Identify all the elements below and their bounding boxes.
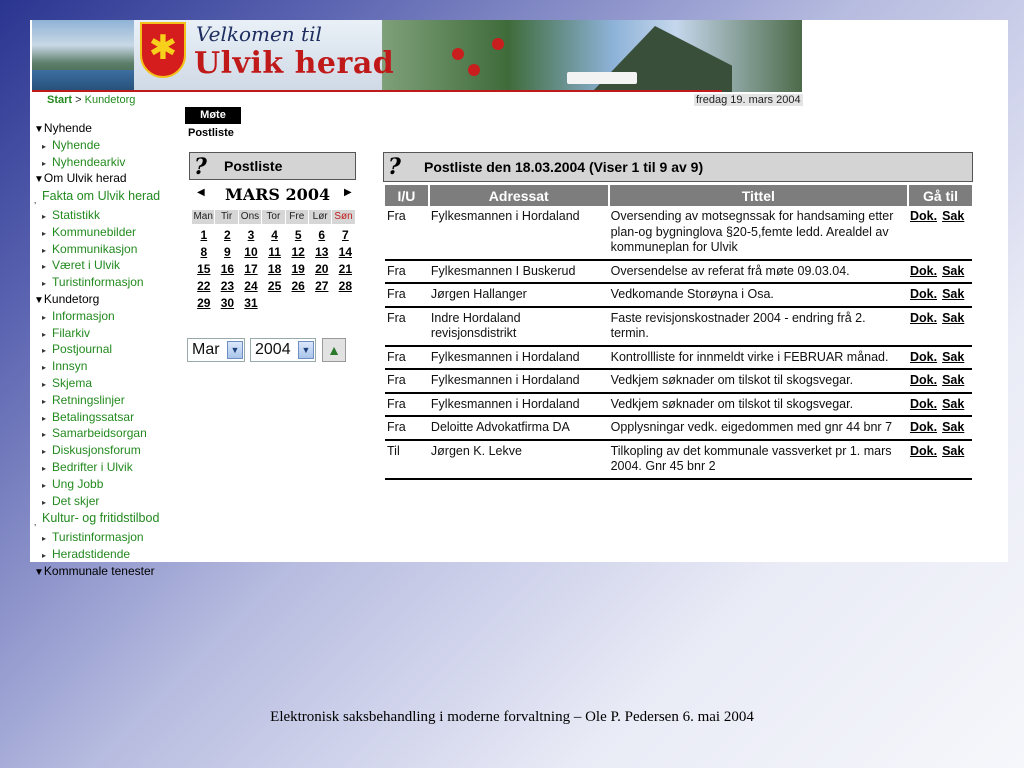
cell-ga-til: [908, 206, 972, 260]
calendar-header: [189, 152, 356, 180]
table-row: [385, 206, 972, 260]
cell-tittel: Kontrollliste for innmeldt virke i FEBRUAR månad.: [609, 346, 908, 370]
tab-mote[interactable]: Møte: [185, 107, 241, 124]
bullet-arrow-icon: ▸: [42, 447, 47, 457]
day-name: Tor: [262, 210, 284, 224]
sak-link[interactable]: Sak: [942, 373, 965, 387]
bullet-arrow-icon: ▸: [42, 211, 47, 221]
nav-section-om[interactable]: ▼Om Ulvik herad: [34, 171, 127, 186]
nav-item[interactable]: ▸ Kommunebilder: [42, 224, 137, 239]
nav-group-fakta[interactable]: ‚ Fakta om Ulvik herad: [34, 189, 161, 207]
calendar-day-link[interactable]: 23: [220, 279, 235, 293]
bullet-arrow-icon: ▸: [42, 262, 47, 272]
nav-item[interactable]: ▸ Diskusjonsforum: [42, 443, 141, 458]
nav-section-nyhende[interactable]: ▼Nyhende: [34, 121, 92, 135]
bullet-arrow-icon: ▸: [42, 279, 47, 289]
calendar-day-link[interactable]: 28: [338, 279, 353, 293]
dok-link[interactable]: Dok.: [909, 349, 938, 364]
cell-tittel: Faste revisjonskostnader 2004 - endring frå 2. termin.: [609, 307, 908, 346]
dok-link[interactable]: Dok.: [909, 310, 938, 325]
bullet-arrow-icon: ▸: [42, 463, 47, 473]
bullet-arrow-icon: ▸: [42, 158, 47, 168]
cell-tittel: Vedkjem søknader om tilskot til skogsvegar.: [609, 369, 908, 393]
calendar-day-link[interactable]: 21: [338, 262, 353, 276]
calendar-day-link[interactable]: 31: [244, 296, 258, 310]
bullet-arrow-icon: ▸: [42, 550, 47, 560]
nav-item[interactable]: ▸ Kommunikasjon: [42, 241, 138, 256]
bullet-arrow-icon: ▸: [42, 379, 47, 389]
table-row: [385, 416, 972, 440]
nav-item[interactable]: ▸ Filarkiv: [42, 325, 91, 340]
bullet-arrow-icon: ▸: [42, 534, 47, 544]
nav-item[interactable]: ▸ Været i Ulvik: [42, 258, 121, 273]
calendar-day-link[interactable]: 6: [318, 228, 326, 242]
bullet-arrow-icon: ▸: [42, 329, 47, 339]
next-month-arrow-icon[interactable]: ▶: [344, 187, 352, 198]
table-row: [385, 283, 972, 307]
nav-item[interactable]: ▸ Turistinformasjon: [42, 530, 144, 545]
sak-link[interactable]: Sak: [942, 209, 965, 223]
nav-item[interactable]: ▸ Bedrifter i Ulvik: [42, 459, 133, 474]
column-header-ga-til: Gå til: [908, 185, 972, 206]
cell-io: Fra: [385, 369, 429, 393]
banner-landscape-image: [32, 20, 134, 92]
sak-link[interactable]: Sak: [942, 420, 965, 434]
cell-io: Fra: [385, 206, 429, 260]
nav-item[interactable]: ▸ Nyhendearkiv: [42, 154, 126, 169]
calendar-day-link[interactable]: 29: [197, 296, 211, 310]
dok-link[interactable]: Dok.: [909, 443, 938, 458]
bullet-arrow-icon: ▸: [42, 413, 47, 423]
bullet-arrow-icon: ▸: [42, 480, 47, 490]
cell-ga-til: [908, 307, 972, 346]
calendar-day-link[interactable]: 13: [315, 245, 329, 259]
calendar-day-link[interactable]: 26: [291, 279, 305, 293]
dok-link[interactable]: Dok.: [909, 263, 938, 278]
cell-tittel: Vedkjem søknader om tilskot til skogsvegar.: [609, 393, 908, 417]
dok-link[interactable]: Dok.: [909, 420, 938, 434]
cell-tittel: Oversendelse av referat frå møte 09.03.04.: [609, 260, 908, 284]
cell-ga-til: [908, 346, 972, 370]
cell-adressat: Jørgen K. Lekve: [429, 440, 609, 479]
banner-title: Ulvik herad: [194, 46, 395, 81]
sak-link[interactable]: Sak: [942, 263, 965, 278]
nav-item[interactable]: ▸ Skjema: [42, 375, 93, 390]
calendar-month-nav: [189, 185, 357, 205]
cell-ga-til: [908, 416, 972, 440]
column-header-tittel: Tittel: [609, 185, 908, 206]
expand-triangle-icon: ▼: [34, 294, 44, 306]
slide-footer: Elektronisk saksbehandling i moderne forvaltning – Ole P. Pedersen 6. mai 2004: [270, 709, 754, 725]
calendar-day-link[interactable]: 25: [267, 279, 282, 293]
day-name: Tir: [215, 210, 237, 224]
bullet-arrow-icon: ▸: [42, 228, 47, 238]
day-name: Man: [193, 211, 213, 222]
breadcrumb-start-link[interactable]: Start: [47, 94, 73, 106]
sak-link[interactable]: Sak: [942, 396, 965, 411]
calendar-day-link[interactable]: 30: [220, 296, 235, 310]
column-header-io: I/U: [385, 185, 429, 206]
cell-ga-til: [908, 440, 972, 479]
calendar-day-link[interactable]: 22: [197, 279, 211, 293]
table-row: [385, 260, 972, 284]
dok-link[interactable]: Dok.: [909, 287, 938, 301]
cell-adressat: Fylkesmannen i Hordaland: [429, 393, 609, 417]
calendar-day-link[interactable]: 4: [271, 228, 278, 242]
nav-item[interactable]: ▸ Postjournal: [42, 342, 113, 357]
calendar-day-link[interactable]: 2: [224, 228, 231, 242]
column-header-adressat: Adressat: [429, 185, 609, 206]
bullet-arrow-icon: ▸: [42, 312, 47, 322]
cell-ga-til: [908, 369, 972, 393]
go-arrow-icon: ▲: [327, 342, 341, 358]
calendar-day-link[interactable]: 12: [291, 245, 305, 259]
cell-adressat: Deloitte Advokatfirma DA: [429, 416, 609, 440]
postliste-title: Postliste den 18.03.2004 (Viser 1 til 9 av 9): [424, 159, 704, 175]
help-icon: ?: [388, 154, 401, 180]
previous-month-arrow-icon[interactable]: ◀: [197, 187, 205, 198]
nav-item[interactable]: ▸ Innsyn: [42, 359, 88, 374]
nav-item[interactable]: ▸ Informasjon: [42, 308, 115, 323]
bullet-arrow-icon: ▸: [42, 396, 47, 406]
nav-item[interactable]: ▸ Turistinformasjon: [42, 275, 144, 290]
calendar-day-link[interactable]: 11: [268, 245, 281, 259]
postliste-header: [383, 152, 973, 182]
sak-link[interactable]: Sak: [942, 443, 965, 458]
dok-link[interactable]: Dok.: [909, 209, 938, 223]
expand-triangle-icon: ▼: [34, 566, 44, 578]
cell-ga-til: [908, 260, 972, 284]
bullet-arrow-icon: ▸: [42, 363, 47, 373]
table-row: [385, 346, 972, 370]
day-name: Fre: [286, 210, 308, 224]
calendar-day-link[interactable]: 20: [315, 262, 329, 276]
cell-adressat: Jørgen Hallanger: [429, 283, 609, 307]
cell-tittel: Vedkomande Storøyna i Osa.: [609, 283, 908, 307]
calendar-day-link[interactable]: 16: [220, 262, 235, 276]
cell-adressat: Fylkesmannen I Buskerud: [429, 260, 609, 284]
nav-section-kundetorg[interactable]: ▼Kundetorg: [34, 291, 100, 306]
expand-triangle-icon: ▼: [34, 124, 44, 135]
site-banner: [32, 20, 802, 92]
table-row: [385, 393, 972, 417]
left-navigation: [34, 121, 184, 581]
bullet-arrow-icon: ▸: [42, 245, 47, 255]
nav-item[interactable]: ▸ Statistikk: [42, 207, 101, 222]
calendar-day-link[interactable]: 9: [224, 245, 231, 259]
cell-io: Fra: [385, 307, 429, 346]
table-row: [385, 369, 972, 393]
current-date: fredag 19. mars 2004: [696, 94, 801, 106]
year-select[interactable]: 2004 ▼: [250, 338, 316, 362]
cell-ga-til: [908, 393, 972, 417]
nav-item[interactable]: ▸ Retningslinjer: [42, 392, 125, 407]
municipal-crest-logo: ✱: [140, 22, 186, 78]
sak-link[interactable]: Sak: [942, 310, 965, 325]
calendar-day-link[interactable]: 27: [315, 279, 329, 293]
bullet-arrow-icon: ▸: [42, 497, 47, 507]
sak-link[interactable]: Sak: [942, 287, 965, 301]
cell-tittel: Opplysningar vedk. eigedommen med gnr 44 bnr 7: [609, 416, 908, 440]
calendar-day-link[interactable]: 7: [342, 228, 349, 242]
cell-adressat: Indre Hordaland revisjonsdistrikt: [429, 307, 609, 346]
calendar-day-link[interactable]: 10: [244, 245, 258, 259]
nav-item[interactable]: ▸ Nyhende: [42, 137, 101, 152]
cell-ga-til: [908, 283, 972, 307]
day-name: Lør: [309, 210, 331, 224]
table-row: [385, 307, 972, 346]
calendar-day-link[interactable]: 17: [244, 262, 258, 276]
month-select[interactable]: Mar ▼: [187, 338, 245, 362]
nav-group-kultur[interactable]: ‚ Kultur- og fritidstilbod: [34, 511, 160, 529]
chevron-down-icon: ▼: [298, 341, 314, 359]
bullet-arrow-icon: ▸: [42, 430, 47, 440]
dok-link[interactable]: Dok.: [909, 396, 938, 411]
calendar-title: Postliste: [224, 158, 283, 174]
calendar-day-link[interactable]: 1: [200, 228, 208, 242]
breadcrumb-current[interactable]: Kundetorg: [84, 94, 136, 106]
cell-adressat: Fylkesmannen i Hordaland: [429, 369, 609, 393]
chevron-down-icon: ▼: [227, 341, 243, 359]
calendar-month-label: MARS 2004: [225, 185, 331, 204]
cell-adressat: Fylkesmannen i Hordaland: [429, 346, 609, 370]
nav-item[interactable]: ▸ Samarbeidsorgan: [42, 426, 147, 441]
tab-postliste[interactable]: Postliste: [188, 127, 234, 139]
nav-item[interactable]: ▸ Heradstidende: [42, 546, 131, 561]
day-name: Søn: [332, 210, 354, 224]
calendar-day-link[interactable]: 5: [294, 228, 302, 242]
cell-io: Fra: [385, 346, 429, 370]
calendar-day-link[interactable]: 3: [247, 228, 255, 242]
nav-item[interactable]: ▸ Betalingssatsar: [42, 409, 135, 424]
bullet-arrow-icon: ▸: [42, 346, 47, 356]
calendar-grid: [192, 227, 358, 311]
calendar-day-link[interactable]: 18: [267, 262, 282, 276]
dok-link[interactable]: Dok.: [909, 373, 938, 387]
calendar-day-link[interactable]: 15: [197, 262, 211, 276]
nav-item[interactable]: ▸ Det skjer: [42, 493, 100, 508]
breadcrumb: Start > Kundetorg: [47, 94, 136, 106]
cell-tittel: Oversending av motsegnssak for handsaming etter plan-og bygninglova §20-5,femte ledd. Arealdel av kommuneplan for Ulvik: [609, 206, 908, 260]
cell-adressat: Fylkesmannen i Hordaland: [429, 206, 609, 260]
nav-section-kommunale[interactable]: ▼Kommunale tenester: [34, 563, 155, 578]
calendar-day-link[interactable]: 8: [200, 245, 208, 259]
go-button[interactable]: [322, 338, 346, 362]
calendar-day-link[interactable]: 14: [338, 245, 353, 259]
calendar-day-link[interactable]: 19: [291, 262, 305, 276]
cell-io: Fra: [385, 260, 429, 284]
cell-io: Fra: [385, 393, 429, 417]
expand-triangle-icon: ▼: [34, 174, 44, 186]
bullet-arrow-icon: ▸: [42, 141, 47, 151]
cell-io: Fra: [385, 416, 429, 440]
nav-item[interactable]: ▸ Ung Jobb: [42, 476, 104, 491]
cell-io: Til: [385, 440, 429, 479]
sak-link[interactable]: Sak: [942, 349, 965, 364]
cell-io: Fra: [385, 283, 429, 307]
day-name: Ons: [239, 210, 261, 224]
help-icon: ?: [194, 154, 207, 180]
banner-welcome: Velkomen til: [196, 22, 322, 46]
postliste-table: [385, 185, 972, 480]
browser-screenshot: [30, 20, 1008, 578]
calendar-day-link[interactable]: 24: [244, 279, 258, 293]
calendar-day-names: [192, 210, 358, 224]
cell-tittel: Tilkopling av det kommunale vassverket pr 1. mars 2004. Gnr 45 bnr 2: [609, 440, 908, 479]
table-row: [385, 440, 972, 479]
